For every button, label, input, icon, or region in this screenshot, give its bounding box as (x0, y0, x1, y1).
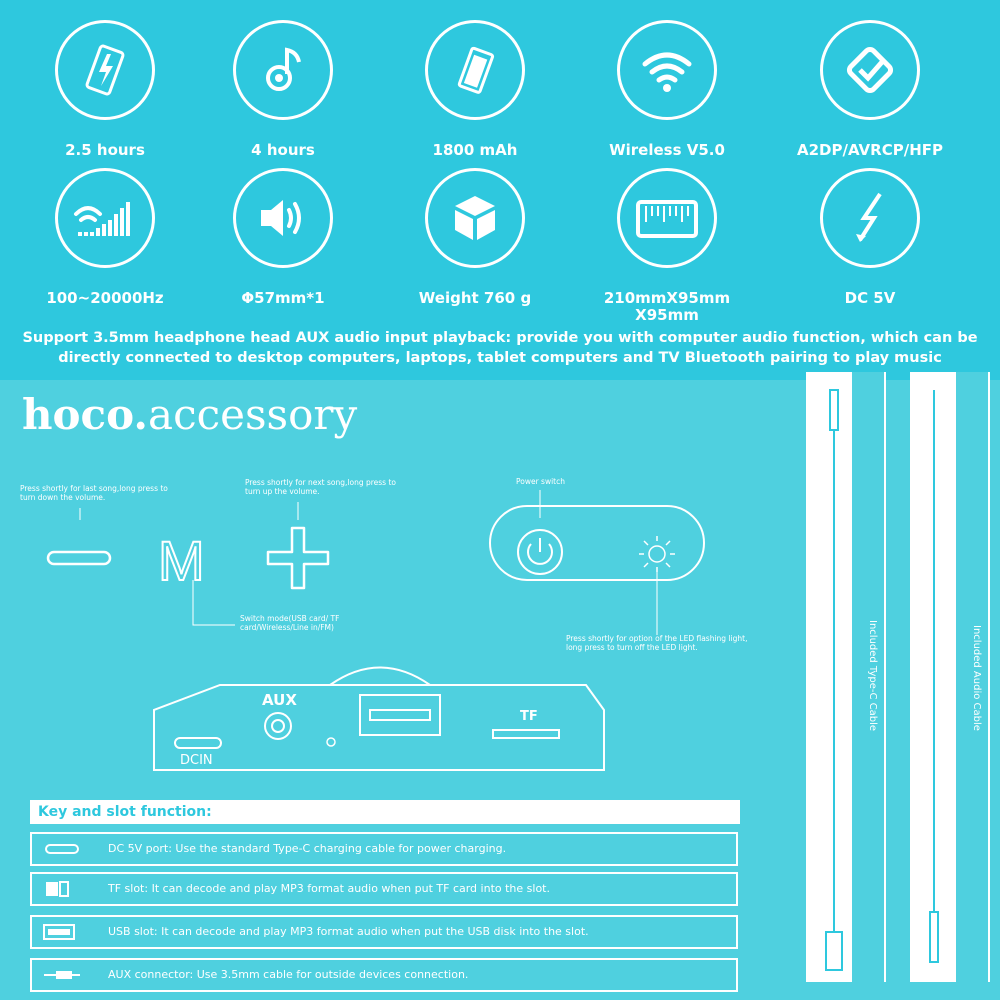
battery-icon (425, 20, 525, 120)
spec-play-time (193, 20, 373, 159)
led-sun-icon[interactable] (639, 536, 675, 572)
usb-plug-icon (826, 932, 842, 970)
frequency-icon (55, 168, 155, 268)
tf-label: TF (520, 709, 538, 724)
indicator-led (327, 738, 335, 746)
brand-logo: hoco.accessory (22, 390, 358, 439)
spec-size-line2: X95mm (635, 306, 699, 324)
spec-label: Weight 760 g (418, 289, 532, 307)
key-title: Key and slot function: (38, 804, 212, 820)
type-c-plug-icon (830, 390, 838, 430)
tf-card-icon (42, 880, 82, 898)
key-title-bar (30, 800, 740, 824)
spec-label: Φ57mm*1 (241, 289, 325, 307)
lightning-icon (820, 168, 920, 268)
spec-label (577, 290, 757, 324)
spec-frequency (15, 168, 195, 307)
key-row: AUX connector: Use 3.5mm cable for outside devices connection. (30, 958, 738, 992)
minus-note: Press shortly for last song,long press to turn down the volume. (20, 484, 168, 502)
plus-note: Press shortly for next song,long press to turn up the volume. (245, 478, 396, 496)
protocol-check-icon (820, 20, 920, 120)
spec-label: DC 5V (844, 289, 896, 307)
spec-label: 1800 mAh (432, 141, 518, 159)
tf-slot[interactable] (493, 730, 559, 738)
spec-label: 4 hours (251, 141, 315, 159)
spec-size-line1: 210mmX95mm (603, 289, 731, 307)
spec-label: 100~20000Hz (46, 289, 164, 307)
music-note-icon (233, 20, 333, 120)
spec-capacity (385, 20, 565, 159)
usb-port-icon (42, 923, 82, 941)
port-panel (154, 685, 604, 770)
type-c-port[interactable] (175, 738, 221, 748)
volume-up-button[interactable] (268, 528, 328, 588)
key-row: TF slot: It can decode and play MP3 format audio when put TF card into the slot. (30, 872, 738, 906)
dcin-label: DCIN (180, 753, 213, 768)
power-panel (490, 506, 704, 580)
wifi-icon (617, 20, 717, 120)
spec-label: 2.5 hours (65, 141, 145, 159)
speaker-icon (233, 168, 333, 268)
mode-button[interactable]: M (158, 529, 205, 592)
audio-cable-label: Included Audio Cable (971, 625, 982, 731)
aux-jack-icon (42, 966, 82, 984)
power-note: Power switch (516, 477, 566, 486)
led-note: Press shortly for option of the LED flashing light, long press to turn off the LED light. (566, 634, 748, 652)
spec-battery-life (15, 20, 195, 159)
ruler-icon (617, 168, 717, 268)
spec-wireless (577, 20, 757, 159)
spec-label: Wireless V5.0 (609, 141, 725, 159)
cube-icon (425, 168, 525, 268)
spec-label: A2DP/AVRCP/HFP (797, 141, 943, 159)
aux-label: AUX (262, 691, 297, 709)
spec-protocols (780, 20, 960, 159)
support-text: Support 3.5mm headphone head AUX audio input playback: provide you with computer audio function, which can be directly connected to desktop computers, laptops, tablet computers and TV Bluetooth pairing to play music (22, 330, 978, 366)
volume-down-button[interactable] (48, 552, 110, 564)
key-row: USB slot: It can decode and play MP3 format audio when put the USB disk into the slot. (30, 915, 738, 949)
button-diagram (0, 480, 800, 780)
aux-port[interactable] (265, 713, 291, 739)
spec-size (577, 168, 757, 324)
type-c-cable-label: Included Type-C Cable (867, 620, 878, 732)
battery-charge-icon (55, 20, 155, 120)
key-row: DC 5V port: Use the standard Type-C charging cable for power charging. (30, 832, 738, 866)
usb-port[interactable] (360, 695, 440, 735)
spec-power (780, 168, 960, 307)
type-c-port-icon (42, 840, 82, 858)
spec-weight (385, 168, 565, 307)
spec-driver (193, 168, 373, 307)
mode-note: Switch mode(USB card/ TF card/Wireless/Line in/FM) (240, 614, 340, 632)
cable-drawings (806, 372, 1000, 982)
